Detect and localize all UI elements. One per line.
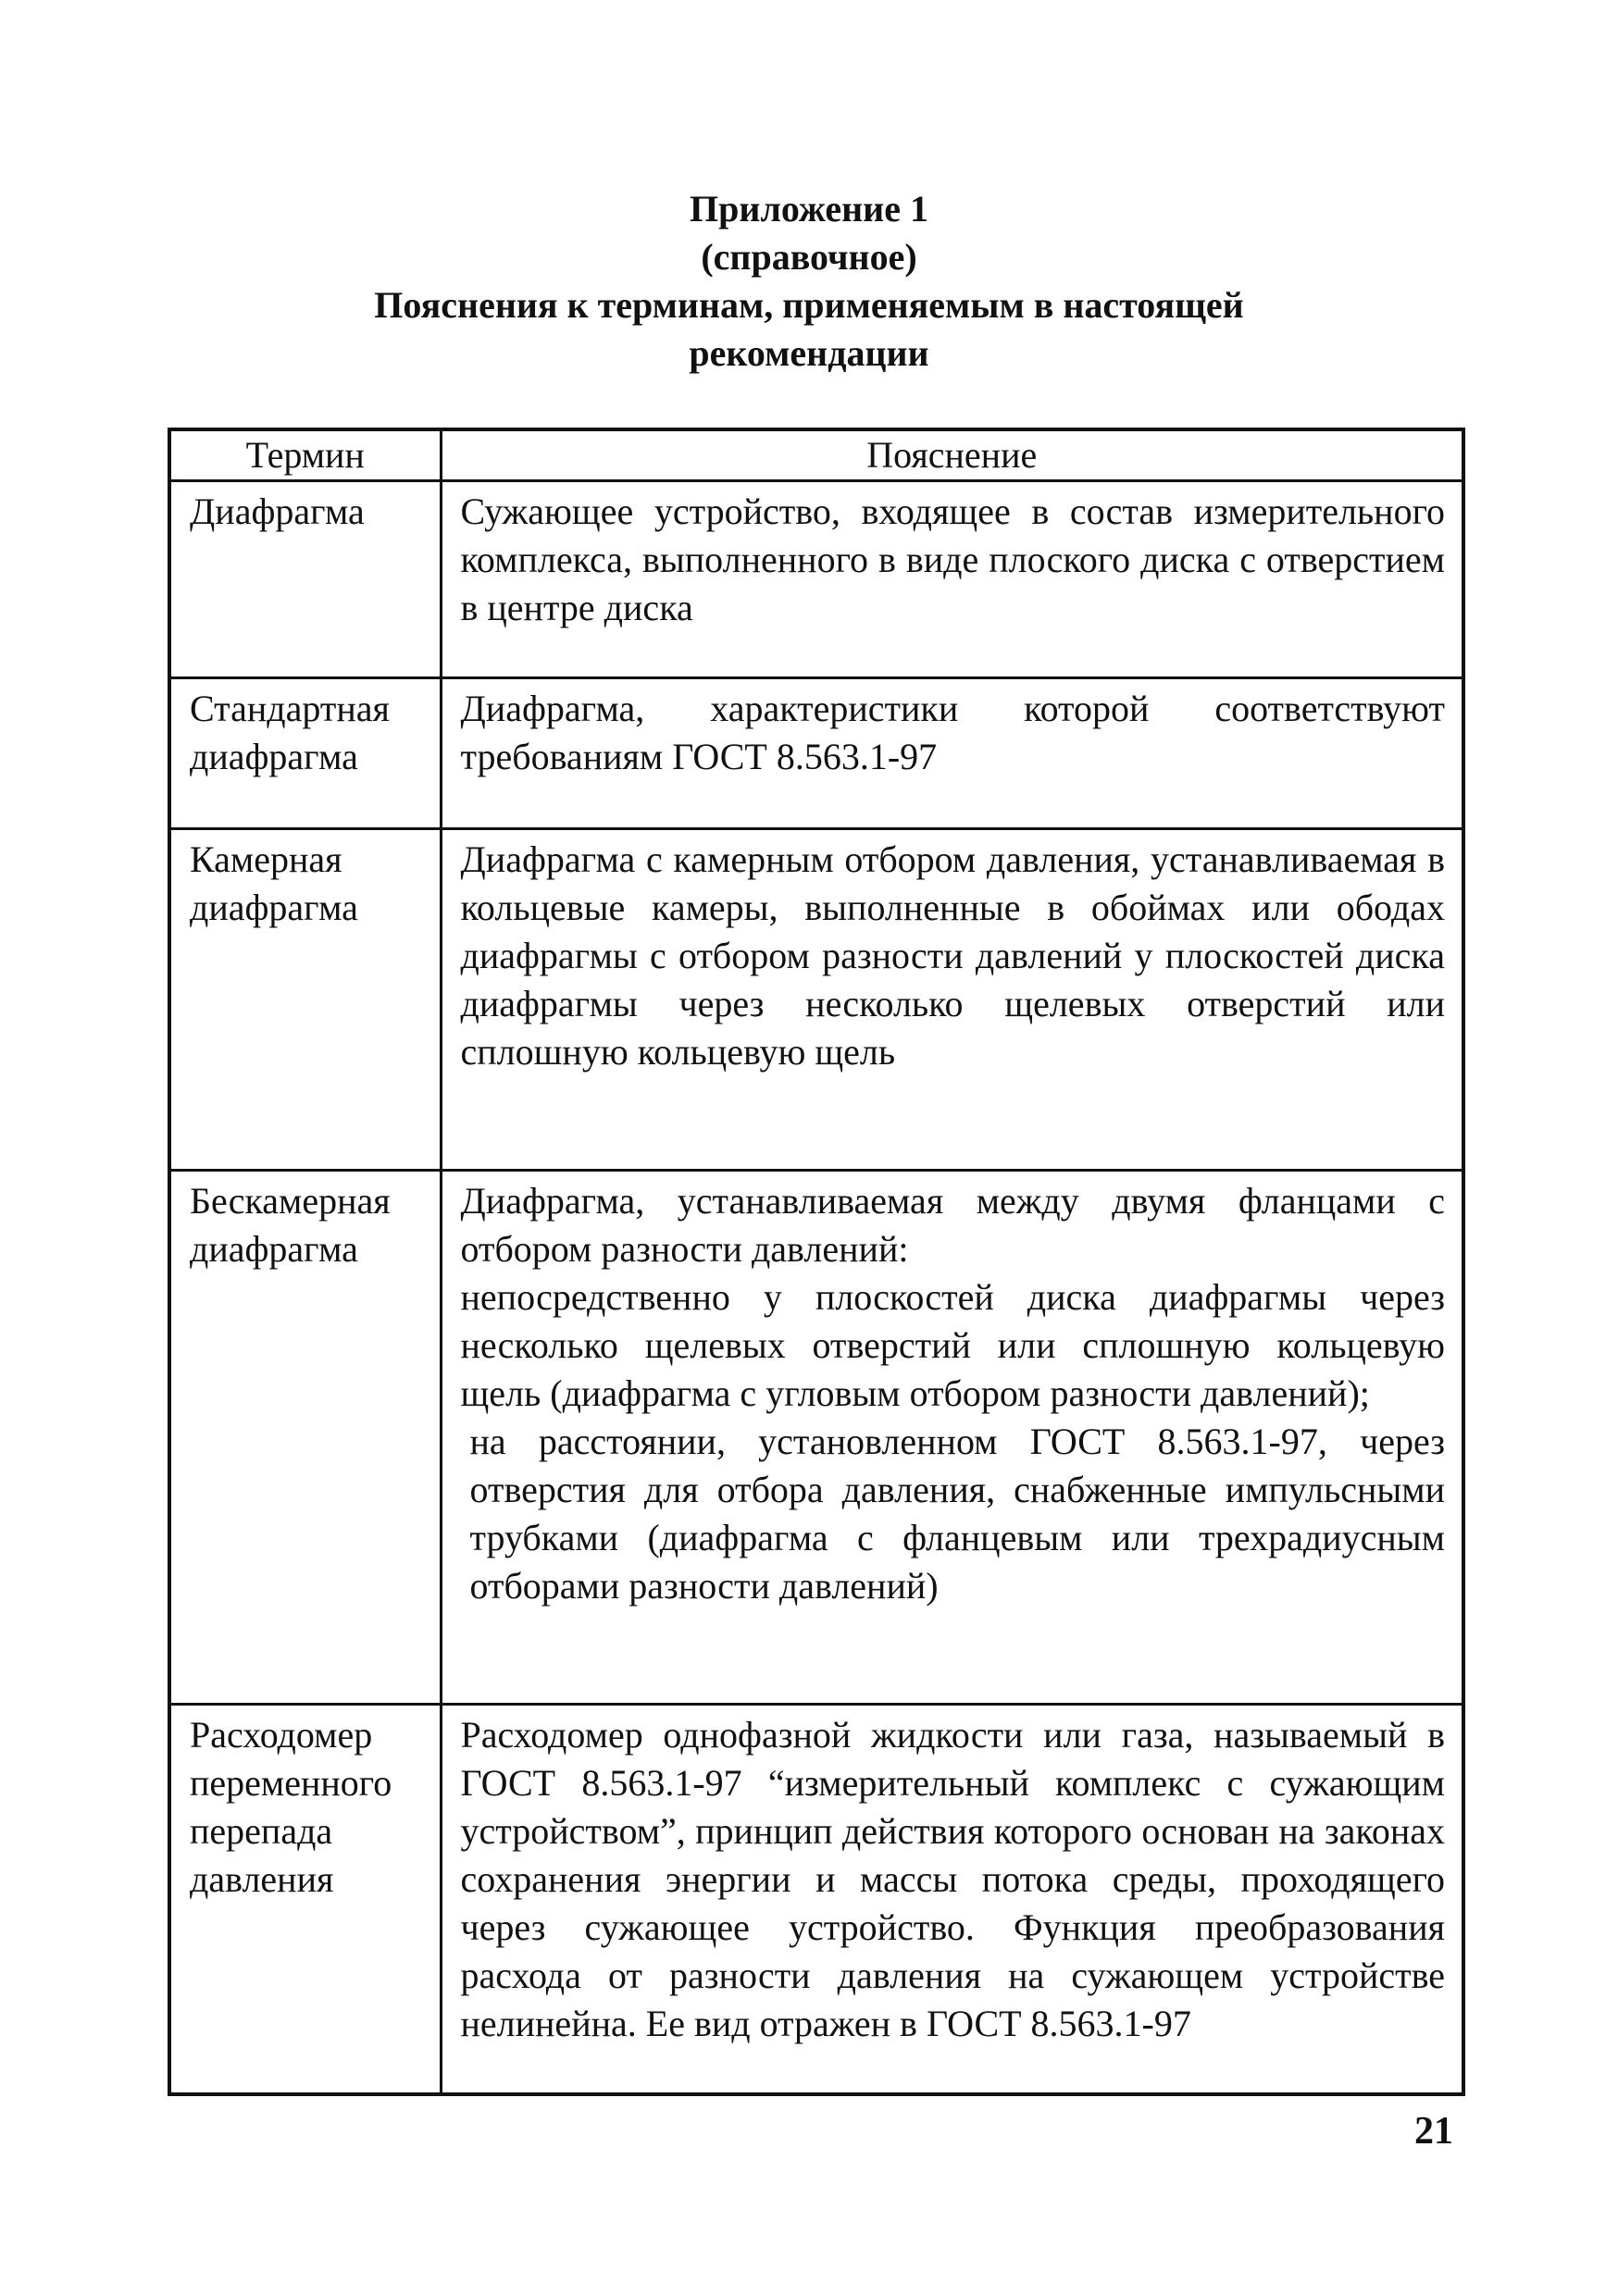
table-row — [169, 829, 1463, 1171]
term-column-header: Термин — [169, 429, 441, 481]
table-row — [169, 481, 1463, 678]
explanation-cell: Сужающее устройство, входящее в состав измерительного комплекса, выполненного в виде плоского диска с отверстием в центре диска — [441, 481, 1463, 678]
terms-table — [168, 428, 1465, 2096]
page-number: 21 — [1414, 2110, 1453, 2153]
term-cell: Расходомер переменного перепада давления — [169, 1705, 441, 2095]
appendix-subtitle: (справочное) — [701, 236, 917, 278]
appendix-heading — [0, 185, 1618, 378]
section-title: Пояснения к терминам, применяемым в настоящей — [374, 284, 1244, 326]
explanation-cell: Диафрагма с камерным отбором давления, устанавливаемая в кольцевые камеры, выполненные в обоймах или ободах диафрагмы с отбором разности давлений у плоскостей диска диафрагмы через несколько щелевых отверстий или сплошную кольцевую щель — [441, 829, 1463, 1171]
term-cell: Стандартная диафрагма — [169, 678, 441, 829]
table-header-row — [169, 429, 1463, 481]
explanation-cell: Диафрагма, характеристики которой соответствуют требованиям ГОСТ 8.563.1-97 — [441, 678, 1463, 829]
term-cell: Бескамерная диафрагма — [169, 1171, 441, 1705]
explanation-paragraph: на расстоянии, установленном ГОСТ 8.563.1-97, через отверстия для отбора давления, снабженные импульсными трубками (диафрагма с фланцевым или трехрадиусным отборами разности давлений) — [469, 1421, 1445, 1607]
section-title-continued: рекомендации — [689, 332, 929, 374]
appendix-title: Приложение 1 — [690, 188, 928, 230]
term-cell: Камерная диафрагма — [169, 829, 441, 1171]
explanation-cell — [441, 1171, 1463, 1705]
table-row — [169, 678, 1463, 829]
term-cell: Диафрагма — [169, 481, 441, 678]
table-row — [169, 1705, 1463, 2095]
explanation-paragraph: непосредственно у плоскостей диска диафрагмы через несколько щелевых отверстий или сплошную кольцевую щель (диафрагма с угловым отбором разности давлений); — [460, 1276, 1445, 1414]
explanation-paragraph: Диафрагма, устанавливаемая между двумя фланцами с отбором разности давлений: — [460, 1180, 1445, 1270]
table-row — [169, 1171, 1463, 1705]
explanation-cell: Расходомер однофазной жидкости или газа, называемый в ГОСТ 8.563.1-97 “измерительный комплекс с сужающим устройством”, принцип действия которого основан на законах сохранения энергии и массы потока среды, проходящего через сужающее устройство. Функция преобразования расхода от разности давления на сужающем устройстве нелинейна. Ее вид отражен в ГОСТ 8.563.1-97 — [441, 1705, 1463, 2095]
explanation-column-header: Пояснение — [441, 429, 1463, 481]
